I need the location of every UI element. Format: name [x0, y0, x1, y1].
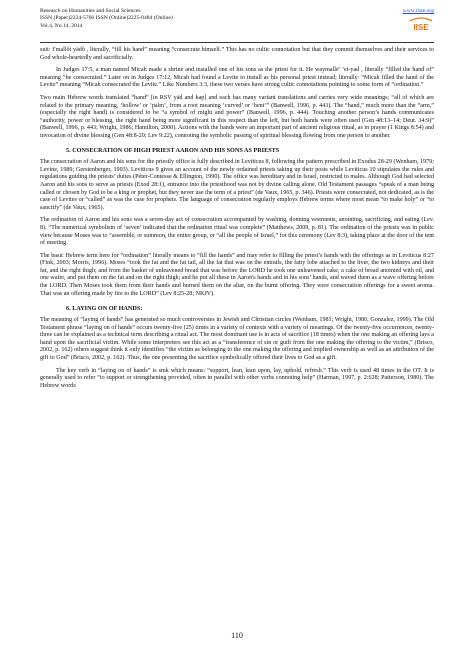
- journal-issn: ISSN (Paper)2224-5766 ISSN (Online)2225-0484 (Online): [40, 15, 173, 22]
- section-heading-6: 6. LAYING ON OF HANDS:: [66, 305, 143, 313]
- journal-header: [40, 8, 434, 44]
- journal-name: Research on Humanities and Social Sciences: [40, 8, 141, 14]
- paragraph: The basic Hebrew term here for “ordination” literally means to “fill the hands” and may refer to filling the priest’s hands with the offerings as in Leviticus 8:27 (Fink, 2003; Morris, 1996). Moses “took the fat and the fat tail, all the fat that was on the entrails, the fatty lobe attached to the liver, the two kidneys and their fat, and the right thigh; and from the basket of unleavened bread that was before the LORD he took one unleavened cake, a cake of bread anointed with oil, and one wafer, and put them on the fat and on the right thigh; and he put all these in Aaron's hands and in his sons’ hands, and waved them as a wave offering before the LORD. Then Moses took them from their hands and burned them on the altar, on the burnt offering. They were consecration offerings for a sweet aroma. That was an offering made by fire to the LORD” (Lev 8:25-28; NKJV).: [40, 252, 434, 297]
- paragraph: In Judges 17:5, a man named Micah made a shrine and installed one of his sons as the priest for it. He waymallēʹ ʼet-yad , literally “filled the hand of” meaning “he consecrated.” Later on in Judges 17:12, Micah had found a Levite to install as his personal priest instead; literally: “Micah filled the hand of the Levite” meaning “Micah consecrated the Levite.” Like Numbers 3:3, these two verses have strong cultic connotations pointing to some form of “ordination.”: [40, 67, 434, 89]
- iiste-logo-icon: [408, 17, 434, 33]
- paragraph: The consecration of Aaron and his sons for the priestly office is fully described in Leviticus 8, following the pattern prescribed in Exodus 28-29 (Wenham, 1979; Levine, 1989; Gerstenberger, 1993). Leviticus 9 gives an account of the newly ordained priests taking up their posts while Leviticus 10 stipulates the rules and regulations guiding the priests’ duties (Péter-Contesse & Ellington, 1990). The office was hereditary and in Israel, restricted to males. Although God had selected Aaron and his sons to serve as priests (Exod 28:1), entrance into the priesthood was not by divine calling alone. Old Testament passages “speak of a man being called or chosen by God to be a king or prophet, but they never use the term of a priest” (de Vaux, 1965, p. 346). Priests were consecrated, not dedicated, as is the case of Levites or “called” as was the case for prophets. The language of consecration regularly employs Hebrew terms where most mean “to make holy” or “to sanctify” (de Vaux, 1965).: [40, 159, 435, 211]
- page-number: 110: [231, 631, 243, 640]
- article-body: [40, 47, 434, 390]
- paragraph: The key verb in “laying on of hands” is smk which means: “support, lean, lean upon, lay, uphold, refresh.” This verb is used 48 times in the OT. It is generally used to refer “to support or strengthening provided, often in parallel with other verbs connoting help” (Harman, 1997, p. 2:628; Patterson, 1980). The Hebrew words: [40, 367, 434, 389]
- paragraph: The ordination of Aaron and his sons was a seven-day act of consecration accompanied by washing, donning vestments, anointing, sacrificing, and eating (Lev. 8). “The numerical symbolism of ‘seven’ indicated that the ordination ritual was complete” (Matthews, 2009, p. 81). The ordination of the priests was in public view because Moses was to “assemble, or summon, the entire group, or “all the people of Israel,” for this ceremony (Lev 8:3), taking place at the door of the tent of meeting.: [40, 217, 434, 247]
- journal-volume: Vol.4, No.14, 2014: [40, 22, 83, 29]
- paragraph: The meaning of “laying of hands” has generated so much controversies in Jewish and Christian circles (Wenham, 1981; Wright, 1986; Gonzalez, 1999). The Old Testament phrase “laying on of hands” occurs twenty-five (25) times in a variety of contexts with a variety of meanings. Of the twenty-five occurrences, twenty-three can be explained as a technical term describing a ritual act. The most dominant use is in acts of sacrifice (18 times) when the one making an offering lays a hand upon the sacrificial victim. While some interpreters see this act as a “transference of sin or guilt from the one making the offering to the victim,” (Brisco, 2002, p. 162) others suggest think it only identifies “the victim as belonging to the one making the offering and implied ownership as well as an attribution of the gift to God” (Brisco, 2002, p. 162). Thus, the one presenting the sacrifice symbolically offered their lives to God as a gift.: [40, 317, 434, 361]
- logo-text: IISE: [413, 23, 429, 32]
- journal-info: [40, 8, 173, 30]
- section-heading-5: 5. CONSECRATION OF HIGH PRIEST AARON AND HIS SONS AS PRIESTS: [66, 147, 280, 155]
- journal-url-link[interactable]: www.iiste.org: [402, 8, 434, 14]
- paragraph: suit: fʹmallôt yādô , literally, “fill his hand” meaning “consecrate himself.” This has no cultic connotation but that they commit themselves and their services to God whole-heartedly and sacrificially.: [40, 47, 434, 61]
- paragraph: Two main Hebrew words translated “hand” [in RSV yād and kap] and each has many variant translations and carries very wide meanings; “all of which are related to the primary meaning, ‘hollow’ or ‘palm’, from a root meaning ‘curved’ or ‘bent’” (Banwell, 1996, p. 443). The “hand,” much more than the “arm,” (especially the right hand) is considered to be “a symbol of might and power” (Banwell, 1996, p. 444). Touching another person’s hands communicates “authority, power or blessing, the right hand being more significant in this respect than the left, but both hands were often used (Gen 48:13–14; Deut. 34:9)” (Banwell, 1996, p. 443; Wright, 1986; Hamilton, 2000). Actions with the hands were an important part of ancient religious ritual, as in prayer (1 Kings 8:54) and invocation of divine blessing (Gen 48:8-20; Lev 9:22), connoting the symbolic passing of spiritual blessing flowing from one person to another.: [40, 95, 434, 139]
